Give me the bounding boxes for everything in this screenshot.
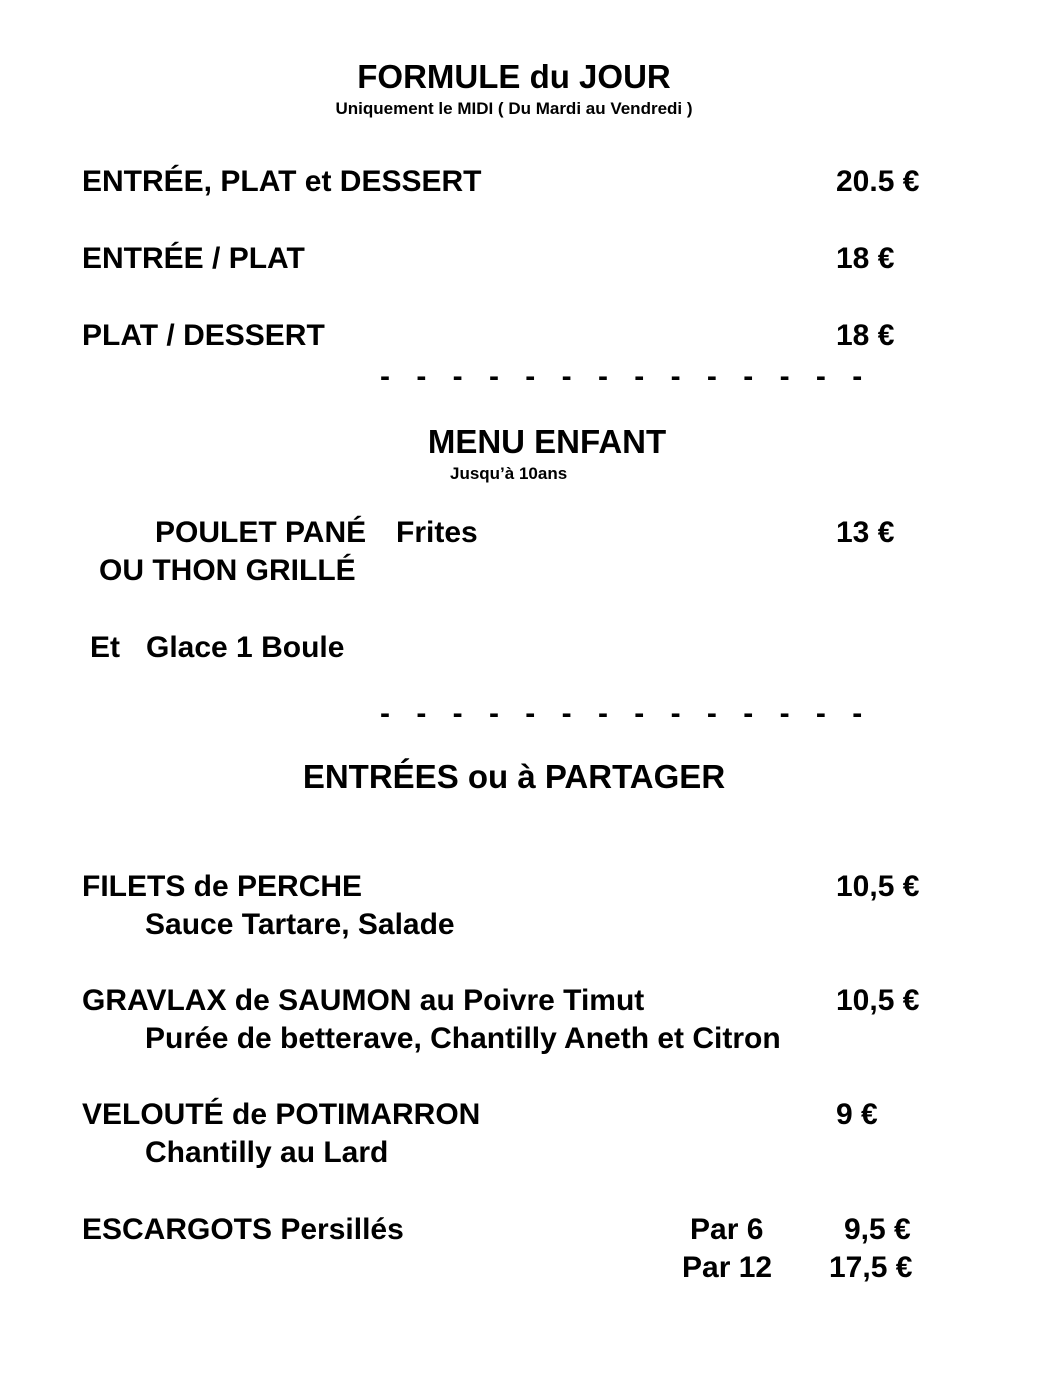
escargots-name: ESCARGOTS Persillés <box>82 1213 404 1246</box>
escargots-price: 17,5 € <box>829 1251 913 1284</box>
formule-item-label: ENTRÉE, PLAT et DESSERT <box>82 165 482 198</box>
menu-enfant-line1: POULET PANÉ <box>155 516 367 549</box>
section-separator: - - - - - - - - - - - - - - <box>380 697 872 730</box>
entree-price: 9 € <box>836 1098 878 1131</box>
menu-enfant-title: MENU ENFANT <box>427 423 667 460</box>
formule-item-label: ENTRÉE / PLAT <box>82 242 305 275</box>
escargots-qty: Par 6 <box>690 1213 764 1246</box>
menu-enfant-dessert-prefix: Et <box>90 631 120 664</box>
entrees-title: ENTRÉES ou à PARTAGER <box>302 758 726 795</box>
formule-item-price: 18 € <box>836 319 895 352</box>
escargots-price: 9,5 € <box>844 1213 911 1246</box>
escargots-qty: Par 12 <box>682 1251 773 1284</box>
formule-title: FORMULE du JOUR <box>357 58 671 95</box>
menu-enfant-side: Frites <box>396 516 478 549</box>
menu-enfant-dessert: Glace 1 Boule <box>146 631 345 664</box>
menu-enfant-price: 13 € <box>836 516 895 549</box>
entree-price: 10,5 € <box>836 870 920 903</box>
entree-price: 10,5 € <box>836 984 920 1017</box>
formule-subtitle: Uniquement le MIDI ( Du Mardi au Vendredi ) <box>335 99 693 118</box>
entree-description: Chantilly au Lard <box>145 1136 389 1169</box>
menu-enfant-subtitle: Jusqu’à 10ans <box>450 464 568 483</box>
entree-name: GRAVLAX de SAUMON au Poivre Timut <box>82 984 645 1017</box>
entree-name: VELOUTÉ de POTIMARRON <box>82 1098 481 1131</box>
formule-item-label: PLAT / DESSERT <box>82 319 325 352</box>
menu-enfant-line2: OU THON GRILLÉ <box>99 554 356 587</box>
formule-item-price: 18 € <box>836 242 895 275</box>
formule-item-price: 20.5 € <box>836 165 920 198</box>
entree-name: FILETS de PERCHE <box>82 870 363 903</box>
entree-description: Sauce Tartare, Salade <box>145 908 455 941</box>
entree-description: Purée de betterave, Chantilly Aneth et Citron <box>145 1022 781 1055</box>
section-separator: - - - - - - - - - - - - - - <box>380 360 872 393</box>
